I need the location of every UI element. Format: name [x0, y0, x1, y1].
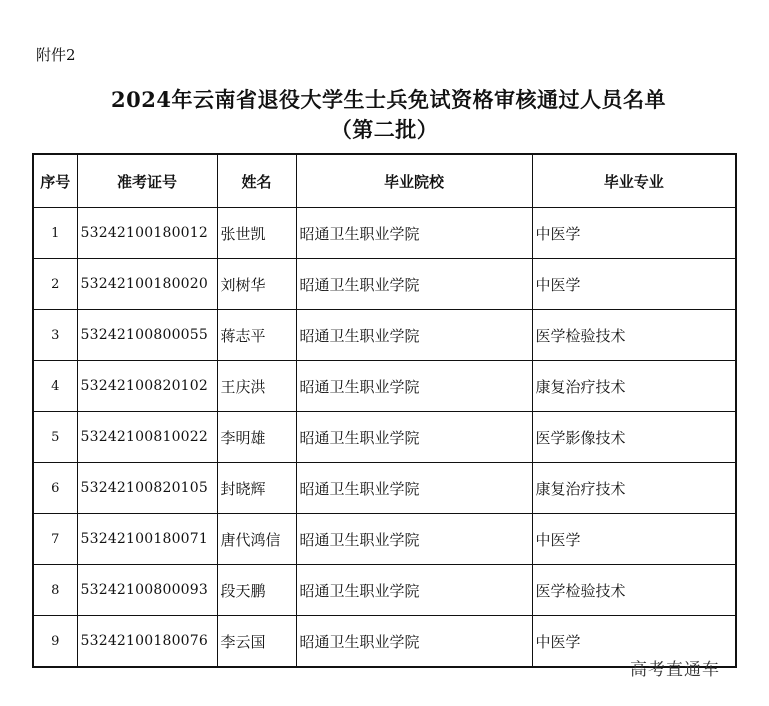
cell-name: 李明雄	[217, 412, 296, 463]
cell-serial-number: 7	[33, 514, 77, 565]
table-row	[33, 208, 736, 259]
cell-serial-number: 8	[33, 565, 77, 616]
cell-major: 医学检验技术	[532, 565, 736, 616]
cell-school: 昭通卫生职业学院	[296, 412, 532, 463]
cell-school: 昭通卫生职业学院	[296, 565, 532, 616]
roster-table	[32, 153, 737, 668]
cell-name: 蒋志平	[217, 310, 296, 361]
cell-exam-id: 53242100820105	[77, 463, 217, 514]
cell-exam-id: 53242100180076	[77, 616, 217, 668]
cell-school: 昭通卫生职业学院	[296, 310, 532, 361]
cell-name: 李云国	[217, 616, 296, 668]
cell-name: 唐代鸿信	[217, 514, 296, 565]
header-school: 毕业院校	[296, 154, 532, 208]
cell-school: 昭通卫生职业学院	[296, 514, 532, 565]
table-row	[33, 412, 736, 463]
cell-name: 刘树华	[217, 259, 296, 310]
cell-major: 康复治疗技术	[532, 463, 736, 514]
document-subtitle-batch: （第二批）	[330, 117, 439, 142]
cell-major: 中医学	[532, 514, 736, 565]
cell-name: 王庆洪	[217, 361, 296, 412]
cell-exam-id: 53242100180071	[77, 514, 217, 565]
cell-exam-id: 53242100820102	[77, 361, 217, 412]
table-row	[33, 565, 736, 616]
attachment-label: 附件2	[36, 46, 76, 64]
cell-serial-number: 5	[33, 412, 77, 463]
source-watermark: 高考直通车	[630, 660, 720, 680]
cell-exam-id: 53242100180020	[77, 259, 217, 310]
cell-school: 昭通卫生职业学院	[296, 616, 532, 668]
table-row	[33, 310, 736, 361]
cell-serial-number: 9	[33, 616, 77, 668]
cell-major: 医学检验技术	[532, 310, 736, 361]
cell-exam-id: 53242100800093	[77, 565, 217, 616]
cell-major: 中医学	[532, 616, 736, 668]
cell-school: 昭通卫生职业学院	[296, 361, 532, 412]
cell-school: 昭通卫生职业学院	[296, 259, 532, 310]
table-row	[33, 259, 736, 310]
cell-name: 张世凯	[217, 208, 296, 259]
header-name: 姓名	[217, 154, 296, 208]
document-title: 2024年云南省退役大学生士兵免试资格审核通过人员名单	[111, 87, 666, 112]
cell-serial-number: 4	[33, 361, 77, 412]
cell-name: 段天鹏	[217, 565, 296, 616]
header-exam-id: 准考证号	[77, 154, 217, 208]
cell-exam-id: 53242100810022	[77, 412, 217, 463]
cell-name: 封晓辉	[217, 463, 296, 514]
cell-school: 昭通卫生职业学院	[296, 463, 532, 514]
cell-major: 中医学	[532, 208, 736, 259]
table-row	[33, 514, 736, 565]
header-serial-number: 序号	[33, 154, 77, 208]
cell-major: 中医学	[532, 259, 736, 310]
cell-serial-number: 1	[33, 208, 77, 259]
cell-major: 康复治疗技术	[532, 361, 736, 412]
table-header-row	[33, 154, 736, 208]
table-row	[33, 463, 736, 514]
cell-serial-number: 3	[33, 310, 77, 361]
cell-major: 医学影像技术	[532, 412, 736, 463]
header-major: 毕业专业	[532, 154, 736, 208]
table-row	[33, 361, 736, 412]
cell-serial-number: 2	[33, 259, 77, 310]
cell-exam-id: 53242100180012	[77, 208, 217, 259]
cell-school: 昭通卫生职业学院	[296, 208, 532, 259]
cell-serial-number: 6	[33, 463, 77, 514]
cell-exam-id: 53242100800055	[77, 310, 217, 361]
